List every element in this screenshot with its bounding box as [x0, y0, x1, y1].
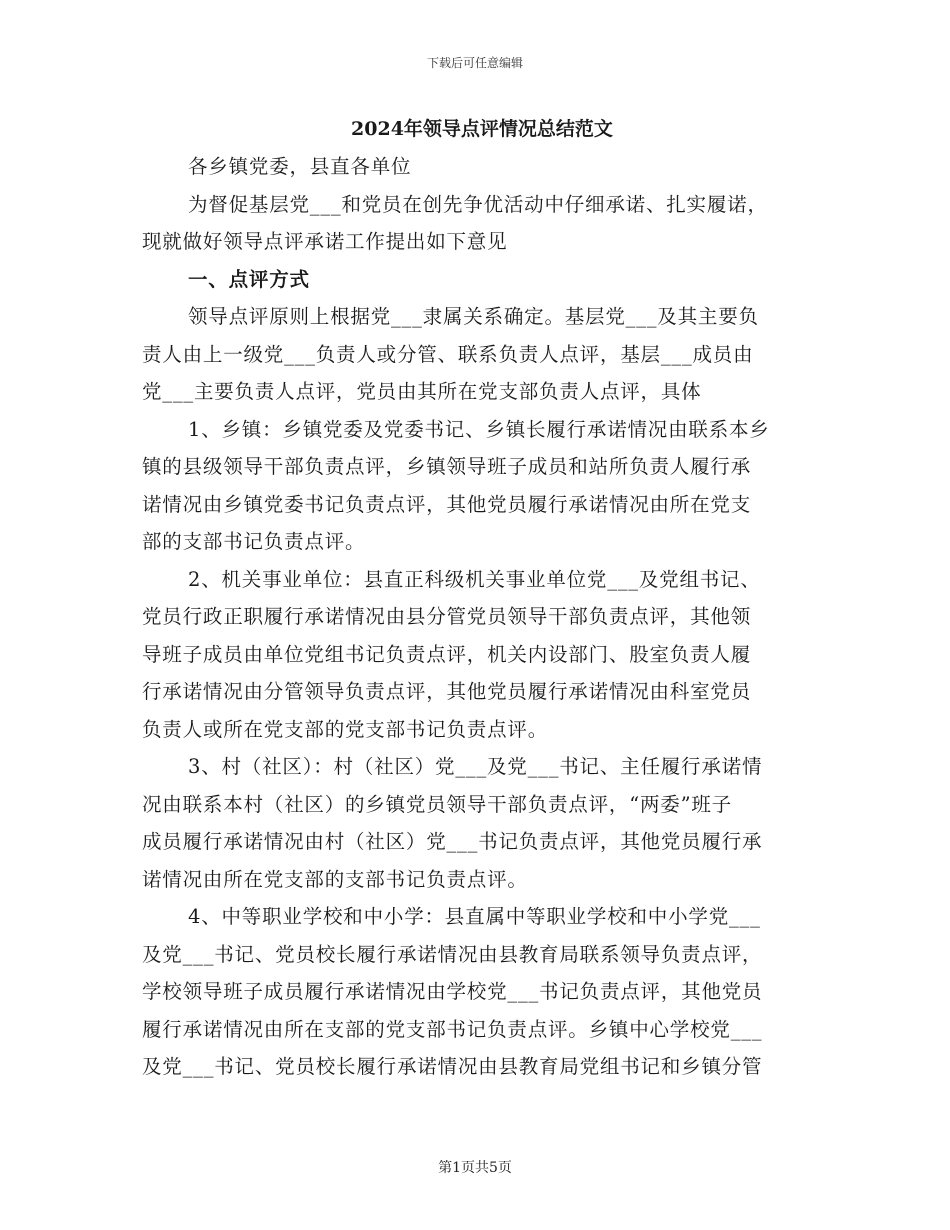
- document-body: [142, 114, 810, 1086]
- paragraph-line: 党___主要负责人点评，党员由其所在党支部负责人点评，具体: [142, 380, 702, 403]
- section-heading: 一、点评方式: [188, 267, 310, 291]
- paragraph-line: 履行承诺情况由所在支部的党支部书记负责点评。乡镇中心学校党___: [142, 1017, 763, 1041]
- paragraph-line: 诺情况由所在党支部的支部书记负责点评。: [142, 867, 528, 891]
- paragraph-line: 成员履行承诺情况由村（社区）党___书记负责点评，其他党员履行承: [142, 830, 763, 853]
- paragraph-line: 及党___书记、党员校长履行承诺情况由县教育局党组书记和乡镇分管: [142, 1055, 763, 1078]
- paragraph-line: 及党___书记、党员校长履行承诺情况由县教育局联系领导负责点评，: [142, 942, 763, 966]
- paragraph-line: 责人由上一级党___负责人或分管、联系负责人点评，基层___成员由: [142, 342, 754, 366]
- paragraph-line: 镇的县级领导干部负责点评，乡镇领导班子成员和站所负责人履行承: [142, 455, 752, 478]
- paragraph-line: 2、机关事业单位：县直正科级机关事业单位党___及党组书记、: [188, 567, 761, 591]
- paragraph-line: 导班子成员由单位党组书记负责点评，机关内设部门、股室负责人履: [142, 642, 752, 666]
- paragraph-line: 学校领导班子成员履行承诺情况由学校党___书记负责点评，其他党员: [142, 980, 763, 1003]
- intro-line: 为督促基层党___和党员在创先争优活动中仔细承诺、扎实履诺，: [188, 192, 768, 216]
- paragraph-line: 领导点评原则上根据党___隶属关系确定。基层党___及其主要负: [188, 305, 759, 328]
- paragraph-line: 党员行政正职履行承诺情况由县分管党员领导干部负责点评，其他领: [142, 605, 752, 628]
- paragraph-line: 4、中等职业学校和中小学：县直属中等职业学校和中小学党___: [188, 905, 761, 928]
- paragraph-line: 1、乡镇：乡镇党委及党委书记、乡镇长履行承诺情况由联系本乡: [188, 417, 770, 441]
- paragraph-line: 部的支部书记负责点评。: [142, 530, 366, 553]
- salutation: 各乡镇党委，县直各单位: [188, 155, 412, 178]
- paragraph-line: 3、村（社区）：村（社区）党___及党___书记、主任履行承诺情: [188, 755, 763, 778]
- header-note: 下载后可任意编辑: [426, 56, 523, 70]
- intro-line: 现就做好领导点评承诺工作提出如下意见: [142, 230, 508, 253]
- paragraph-line: 行承诺情况由分管领导负责点评，其他党员履行承诺情况由科室党员: [142, 680, 752, 703]
- paragraph-line: 诺情况由乡镇党委书记负责点评，其他党员履行承诺情况由所在党支: [142, 492, 752, 516]
- page-number: 第1页共5页: [438, 1160, 512, 1176]
- paragraph-line: 负责人或所在党支部的党支部书记负责点评。: [142, 717, 549, 741]
- document-title: 2024年领导点评情况总结范文: [351, 118, 613, 140]
- paragraph-line: 况由联系本村（社区）的乡镇党员领导干部负责点评，“两委”班子: [142, 792, 732, 816]
